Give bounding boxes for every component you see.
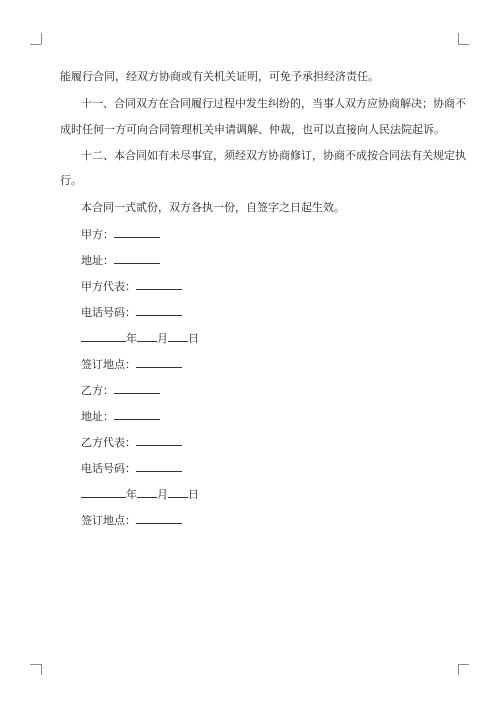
party-b-day-blank[interactable]	[168, 487, 188, 498]
party-a-phone-row	[81, 305, 461, 320]
party-a-date-row	[81, 331, 461, 346]
party-b-day-label: 日	[188, 488, 199, 501]
party-a-year-label: 年	[126, 332, 137, 345]
party-a-name-row	[81, 227, 461, 242]
party-a-place-row	[81, 357, 461, 372]
paragraph-3-line-2: 行。	[60, 174, 82, 187]
party-b-rep-blank[interactable]	[136, 435, 182, 446]
party-b-address-row	[81, 409, 461, 424]
party-b-year-blank[interactable]	[81, 487, 126, 498]
party-b-name-row	[81, 383, 461, 398]
party-b-name-blank[interactable]	[114, 383, 160, 394]
party-a-month-blank[interactable]	[137, 331, 157, 342]
paragraph-2-line-1: 十一、合同双方在合同履行过程中发生纠纷的，当事人双方应协商解决；协商不	[81, 97, 466, 110]
party-a-year-blank[interactable]	[81, 331, 126, 342]
party-a-rep-row	[81, 279, 461, 294]
party-a-day-label: 日	[188, 332, 199, 345]
paragraph-1: 能履行合同，经双方协商或有关机关证明，可免予承担经济责任。	[60, 70, 379, 83]
party-a-phone-label: 电话号码：	[81, 306, 136, 319]
party-b-address-blank[interactable]	[114, 409, 160, 420]
party-b-phone-row	[81, 461, 461, 476]
party-a-rep-label: 甲方代表：	[81, 280, 136, 293]
paragraph-3-line-1: 十二、本合同如有未尽事宜，须经双方协商修订，协商不成按合同法有关规定执	[81, 149, 466, 162]
party-a-rep-blank[interactable]	[136, 279, 182, 290]
party-b-name-label: 乙方：	[81, 384, 114, 397]
paragraph-2-line-2: 成时任何一方可向合同管理机关申请调解、仲裁，也可以直接向人民法院起诉。	[60, 123, 445, 136]
party-a-address-blank[interactable]	[114, 253, 160, 264]
party-b-rep-row	[81, 435, 461, 450]
party-b-phone-label: 电话号码：	[81, 462, 136, 475]
party-b-date-row	[81, 487, 461, 502]
party-a-month-label: 月	[157, 332, 168, 345]
party-b-place-label: 签订地点：	[81, 514, 136, 527]
party-a-address-label: 地址：	[81, 254, 114, 267]
party-b-place-blank[interactable]	[136, 513, 182, 524]
party-b-address-label: 地址：	[81, 410, 114, 423]
party-a-place-blank[interactable]	[136, 357, 182, 368]
party-b-month-label: 月	[157, 488, 168, 501]
party-a-day-blank[interactable]	[168, 331, 188, 342]
party-a-name-label: 甲方：	[81, 228, 114, 241]
party-a-address-row	[81, 253, 461, 268]
party-b-year-label: 年	[126, 488, 137, 501]
party-a-place-label: 签订地点：	[81, 358, 136, 371]
party-a-phone-blank[interactable]	[136, 305, 182, 316]
paragraph-effect: 本合同一式贰份，双方各执一份，自签字之日起生效。	[81, 201, 345, 214]
party-b-month-blank[interactable]	[137, 487, 157, 498]
party-a-name-blank[interactable]	[114, 227, 160, 238]
party-b-phone-blank[interactable]	[136, 461, 182, 472]
party-b-place-row	[81, 513, 461, 528]
party-b-rep-label: 乙方代表：	[81, 436, 136, 449]
